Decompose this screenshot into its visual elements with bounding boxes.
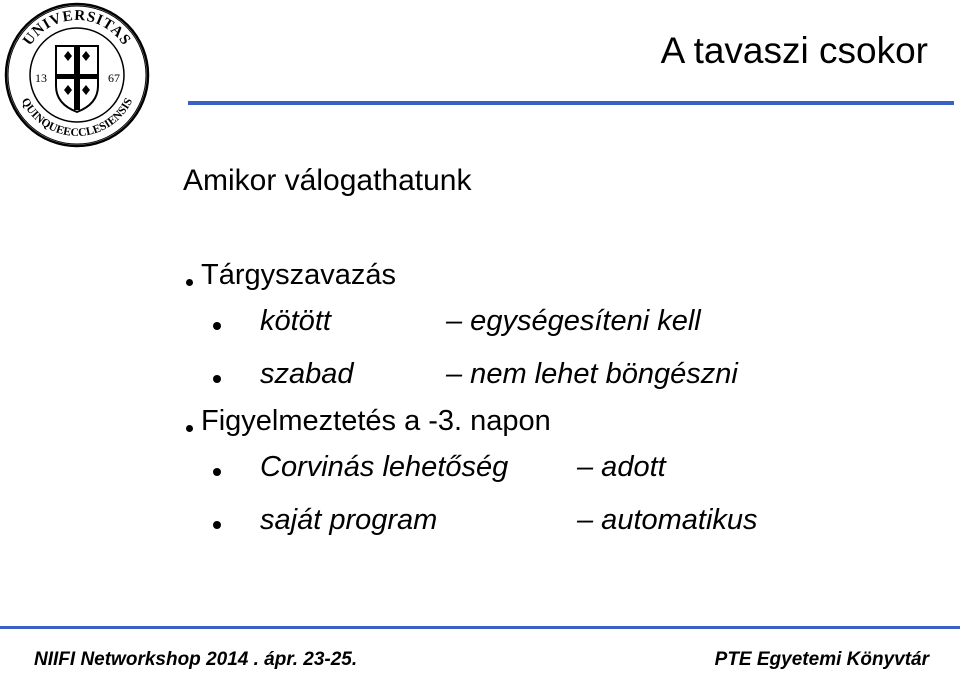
footer-right: PTE Egyetemi Könyvtár [714, 649, 929, 670]
bullet-dot [186, 425, 193, 432]
sub-item-szabad-term: szabad [260, 358, 354, 390]
svg-text:UNIVERSITAS: UNIVERSITAS [20, 7, 134, 49]
bullet-figyelmeztetés: Figyelmeztetés a -3. napon [201, 405, 551, 437]
sub-bullet-dot [213, 521, 221, 529]
sub-item-szabad-desc: – nem lehet böngészni [446, 358, 738, 390]
sub-bullet-dot [213, 375, 221, 383]
sub-item-saját-desc: – automatikus [577, 504, 758, 536]
sub-bullet-dot [213, 322, 221, 330]
sub-item-corvinás-term: Corvinás lehetőség [260, 451, 509, 483]
sub-item-corvinás-desc: – adott [577, 451, 666, 483]
bullet-dot [186, 279, 193, 286]
sub-item-kötött-term: kötött [260, 305, 331, 337]
sub-bullet-dot [213, 468, 221, 476]
seal-year-left: 13 [35, 71, 47, 85]
slide-title: A tavaszi csokor [660, 30, 928, 71]
slide-subtitle: Amikor válogathatunk [183, 164, 472, 197]
sub-item-kötött-desc: – egységesíteni kell [446, 305, 701, 337]
seal-year-right: 67 [108, 71, 120, 85]
footer-left: NIIFI Networkshop 2014 . ápr. 23-25. [34, 649, 358, 670]
footer-divider [0, 626, 960, 629]
university-seal-logo [4, 2, 150, 148]
svg-text:QUINQUEECCLESIENSIS: QUINQUEECCLESIENSIS [18, 96, 136, 140]
bullet-tárgyszavazás: Tárgyszavazás [201, 259, 397, 291]
title-divider [188, 101, 954, 105]
sub-item-saját-term: saját program [260, 504, 438, 536]
